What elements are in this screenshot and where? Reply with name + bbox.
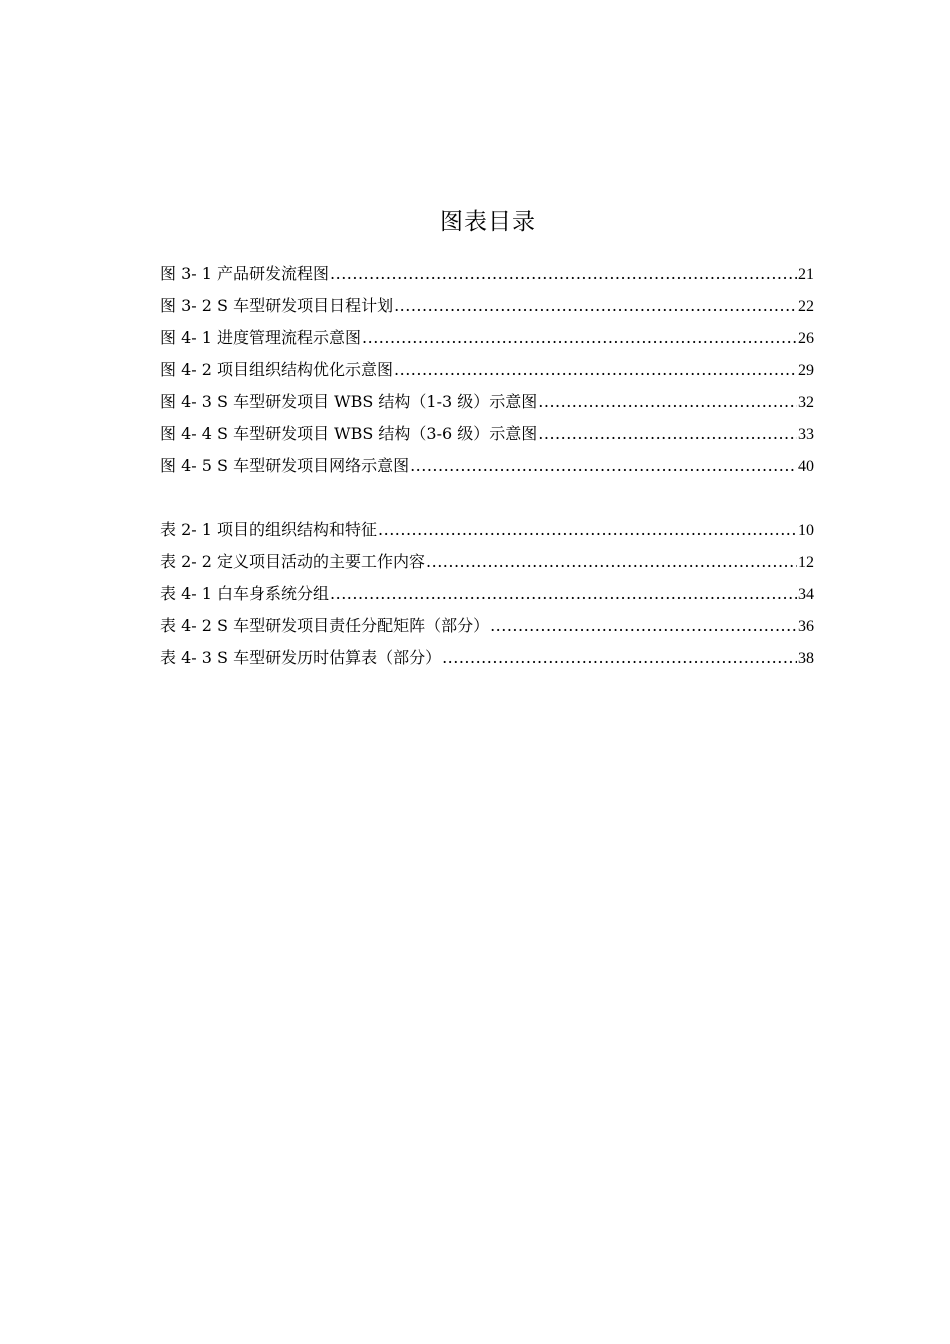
toc-entry-page: 22 [798,298,814,315]
dot-leader [394,290,797,322]
toc-entry-label: 表 4- 3 S 车型研发历时估算表（部分） [160,648,442,667]
dot-leader [538,386,797,418]
toc-entry-page: 29 [798,362,814,379]
toc-entry-label: 图 4- 2 项目组织结构优化示意图 [160,360,394,379]
toc-entry-page: 36 [798,618,814,635]
toc-entry-label: 表 2- 1 项目的组织结构和特征 [160,520,378,539]
toc-entry-table[interactable] [160,514,814,546]
figure-list [160,258,814,482]
toc-entry-table[interactable] [160,642,814,674]
toc-entry-page: 40 [798,458,814,475]
toc-entry-label: 表 4- 1 白车身系统分组 [160,584,330,603]
toc-entry-label: 图 3- 1 产品研发流程图 [160,264,330,283]
toc-entry-figure[interactable] [160,322,814,354]
dot-leader [410,450,797,482]
table-list [160,514,814,674]
dot-leader [330,578,797,610]
toc-entry-page: 10 [798,522,814,539]
toc-entry-figure[interactable] [160,386,814,418]
toc-entry-figure[interactable] [160,450,814,482]
dot-leader [538,418,797,450]
toc-entry-page: 26 [798,330,814,347]
toc-entry-page: 38 [798,650,814,667]
toc-entry-table[interactable] [160,610,814,642]
dot-leader [362,322,797,354]
toc-entry-page: 32 [798,394,814,411]
toc-entry-label: 图 4- 4 S 车型研发项目 WBS 结构（3-6 级）示意图 [160,424,538,443]
toc-entry-page: 21 [798,266,814,283]
toc-entry-label: 图 3- 2 S 车型研发项目日程计划 [160,296,394,315]
toc-entry-label: 表 4- 2 S 车型研发项目责任分配矩阵（部分） [160,616,490,635]
toc-entry-figure[interactable] [160,258,814,290]
toc-entry-label: 图 4- 1 进度管理流程示意图 [160,328,362,347]
toc-entry-figure[interactable] [160,418,814,450]
toc-entry-figure[interactable] [160,354,814,386]
dot-leader [442,642,797,674]
dot-leader [426,546,797,578]
page-title: 图表目录 [440,209,536,235]
dot-leader [394,354,797,386]
dot-leader [378,514,797,546]
toc-entry-figure[interactable] [160,290,814,322]
toc-entry-page: 34 [798,586,814,603]
toc-entry-page: 33 [798,426,814,443]
toc-entry-label: 图 4- 5 S 车型研发项目网络示意图 [160,456,410,475]
toc-entry-label: 表 2- 2 定义项目活动的主要工作内容 [160,552,426,571]
toc-entry-label: 图 4- 3 S 车型研发项目 WBS 结构（1-3 级）示意图 [160,392,538,411]
toc-entry-table[interactable] [160,578,814,610]
toc-entry-table[interactable] [160,546,814,578]
toc-entry-page: 12 [798,554,814,571]
dot-leader [330,258,797,290]
dot-leader [490,610,797,642]
